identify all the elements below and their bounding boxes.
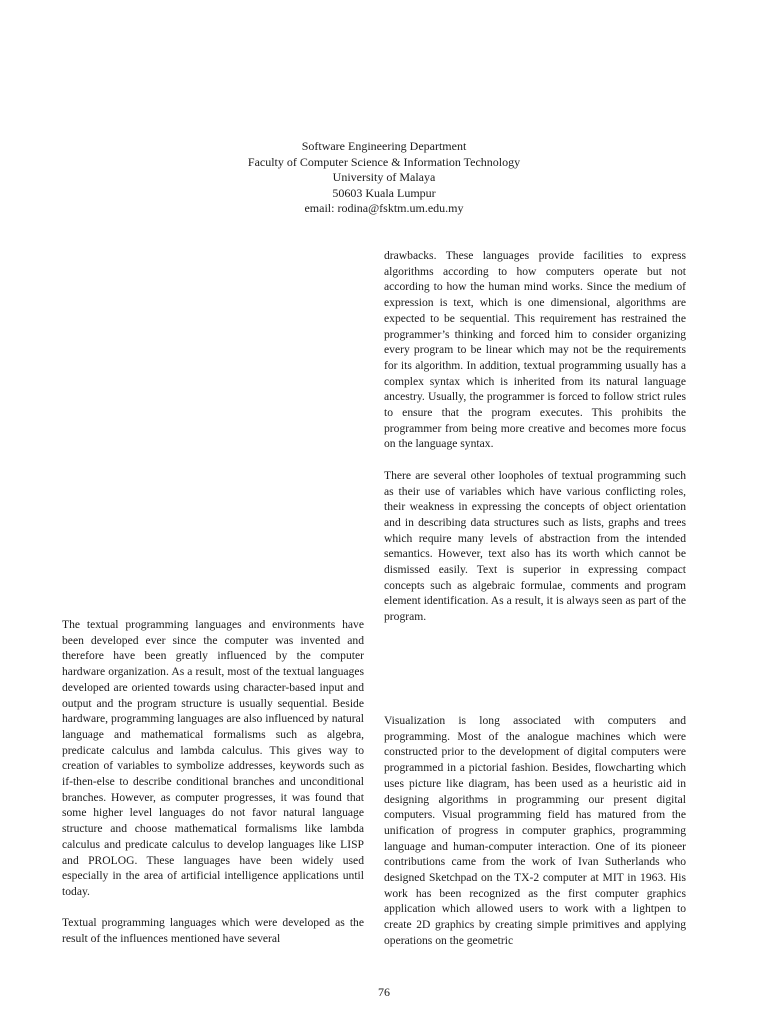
- city: 50603 Kuala Lumpur: [332, 185, 436, 200]
- affiliation-block: [0, 139, 768, 217]
- paragraph-textual-languages: The textual programming languages and environments have been developed ever since the computer was invented and therefore have been greatly influenced by the computer hardware organization. As a result, most of the textual languages developed are oriented towards using character-based input and output and the program structure is usually sequential. Beside hardware, programming languages are also influenced by natural language and mathematical formalisms such as algebra, predicate calculus and lambda calculus. This gives way to creation of variables to symbolize addresses, keywords such as if-then-else to describe conditional branches and unconditional branches. However, as computer progresses, it was found that some higher level languages do not favor natural language structure and choose mathematical formalisms like lambda calculus and predicate calculus to develop languages like LISP and PROLOG. These languages have been widely used especially in the area of artificial intelligence applications until today.: [62, 618, 364, 898]
- paragraph-drawbacks-intro: Textual programming languages which were developed as the result of the influences mentioned have several: [62, 916, 364, 946]
- right-column-lower: [384, 713, 686, 949]
- paragraph-visualization: Visualization is long associated with computers and programming. Most of the analogue machines which were constructed prior to the development of digital computers were programmed in a pictorial fashion. Besides, flowcharting which uses picture like diagram, has been used as a heuristic aid in designing algorithms in programming our present digital computers. Visual programming field has matured from the unification of progress in computer graphics, programming language and human-computer interaction. One of its pioneer contributions came from the work of Ivan Sutherlands who designed Sketchpad on the TX-2 computer at MIT in 1963. His work has been recognized as the first computer graphics application which allowed users to work with a lightpen to create 2D graphics by creating simple primitives and applying operations on the geometric: [384, 714, 686, 947]
- faculty: Faculty of Computer Science & Information Technology: [247, 154, 521, 169]
- page-number: 76: [378, 985, 390, 999]
- right-column-upper: [384, 248, 686, 625]
- paragraph-loopholes: There are several other loopholes of textual programming such as their use of variables which have various conflicting roles, their weakness in expressing the concepts of object orientation and in describing data structures such as lists, graphs and trees which require many levels of abstraction from the intended semantics. However, text also has its worth which cannot be dismissed easily. Text is superior in expressing compact concepts such as algebraic formulae, comments and program element identification. As a result, it is always seen as part of the program.: [384, 468, 686, 624]
- paragraph-drawbacks: drawbacks. These languages provide facilities to express algorithms according to how computers operate but not according to how the human mind works. Since the medium of expression is text, which is one dimensional, algorithms are expected to be sequential. This requirement has restrained the programmer’s thinking and forced him to consider organizing every program to be linear which may not be the requirements for its algorithm. In addition, textual programming usually has a complex syntax which is inherited from its natural language ancestry. Usually, the programmer is forced to follow strict rules to ensure that the program executes. This prohibits the programmer from being more creative and becomes more focus on the language syntax.: [384, 249, 686, 451]
- email: email: rodina@fsktm.um.edu.my: [304, 201, 464, 216]
- left-column: [62, 617, 364, 947]
- department: Software Engineering Department: [301, 139, 467, 153]
- university: University of Malaya: [332, 170, 436, 185]
